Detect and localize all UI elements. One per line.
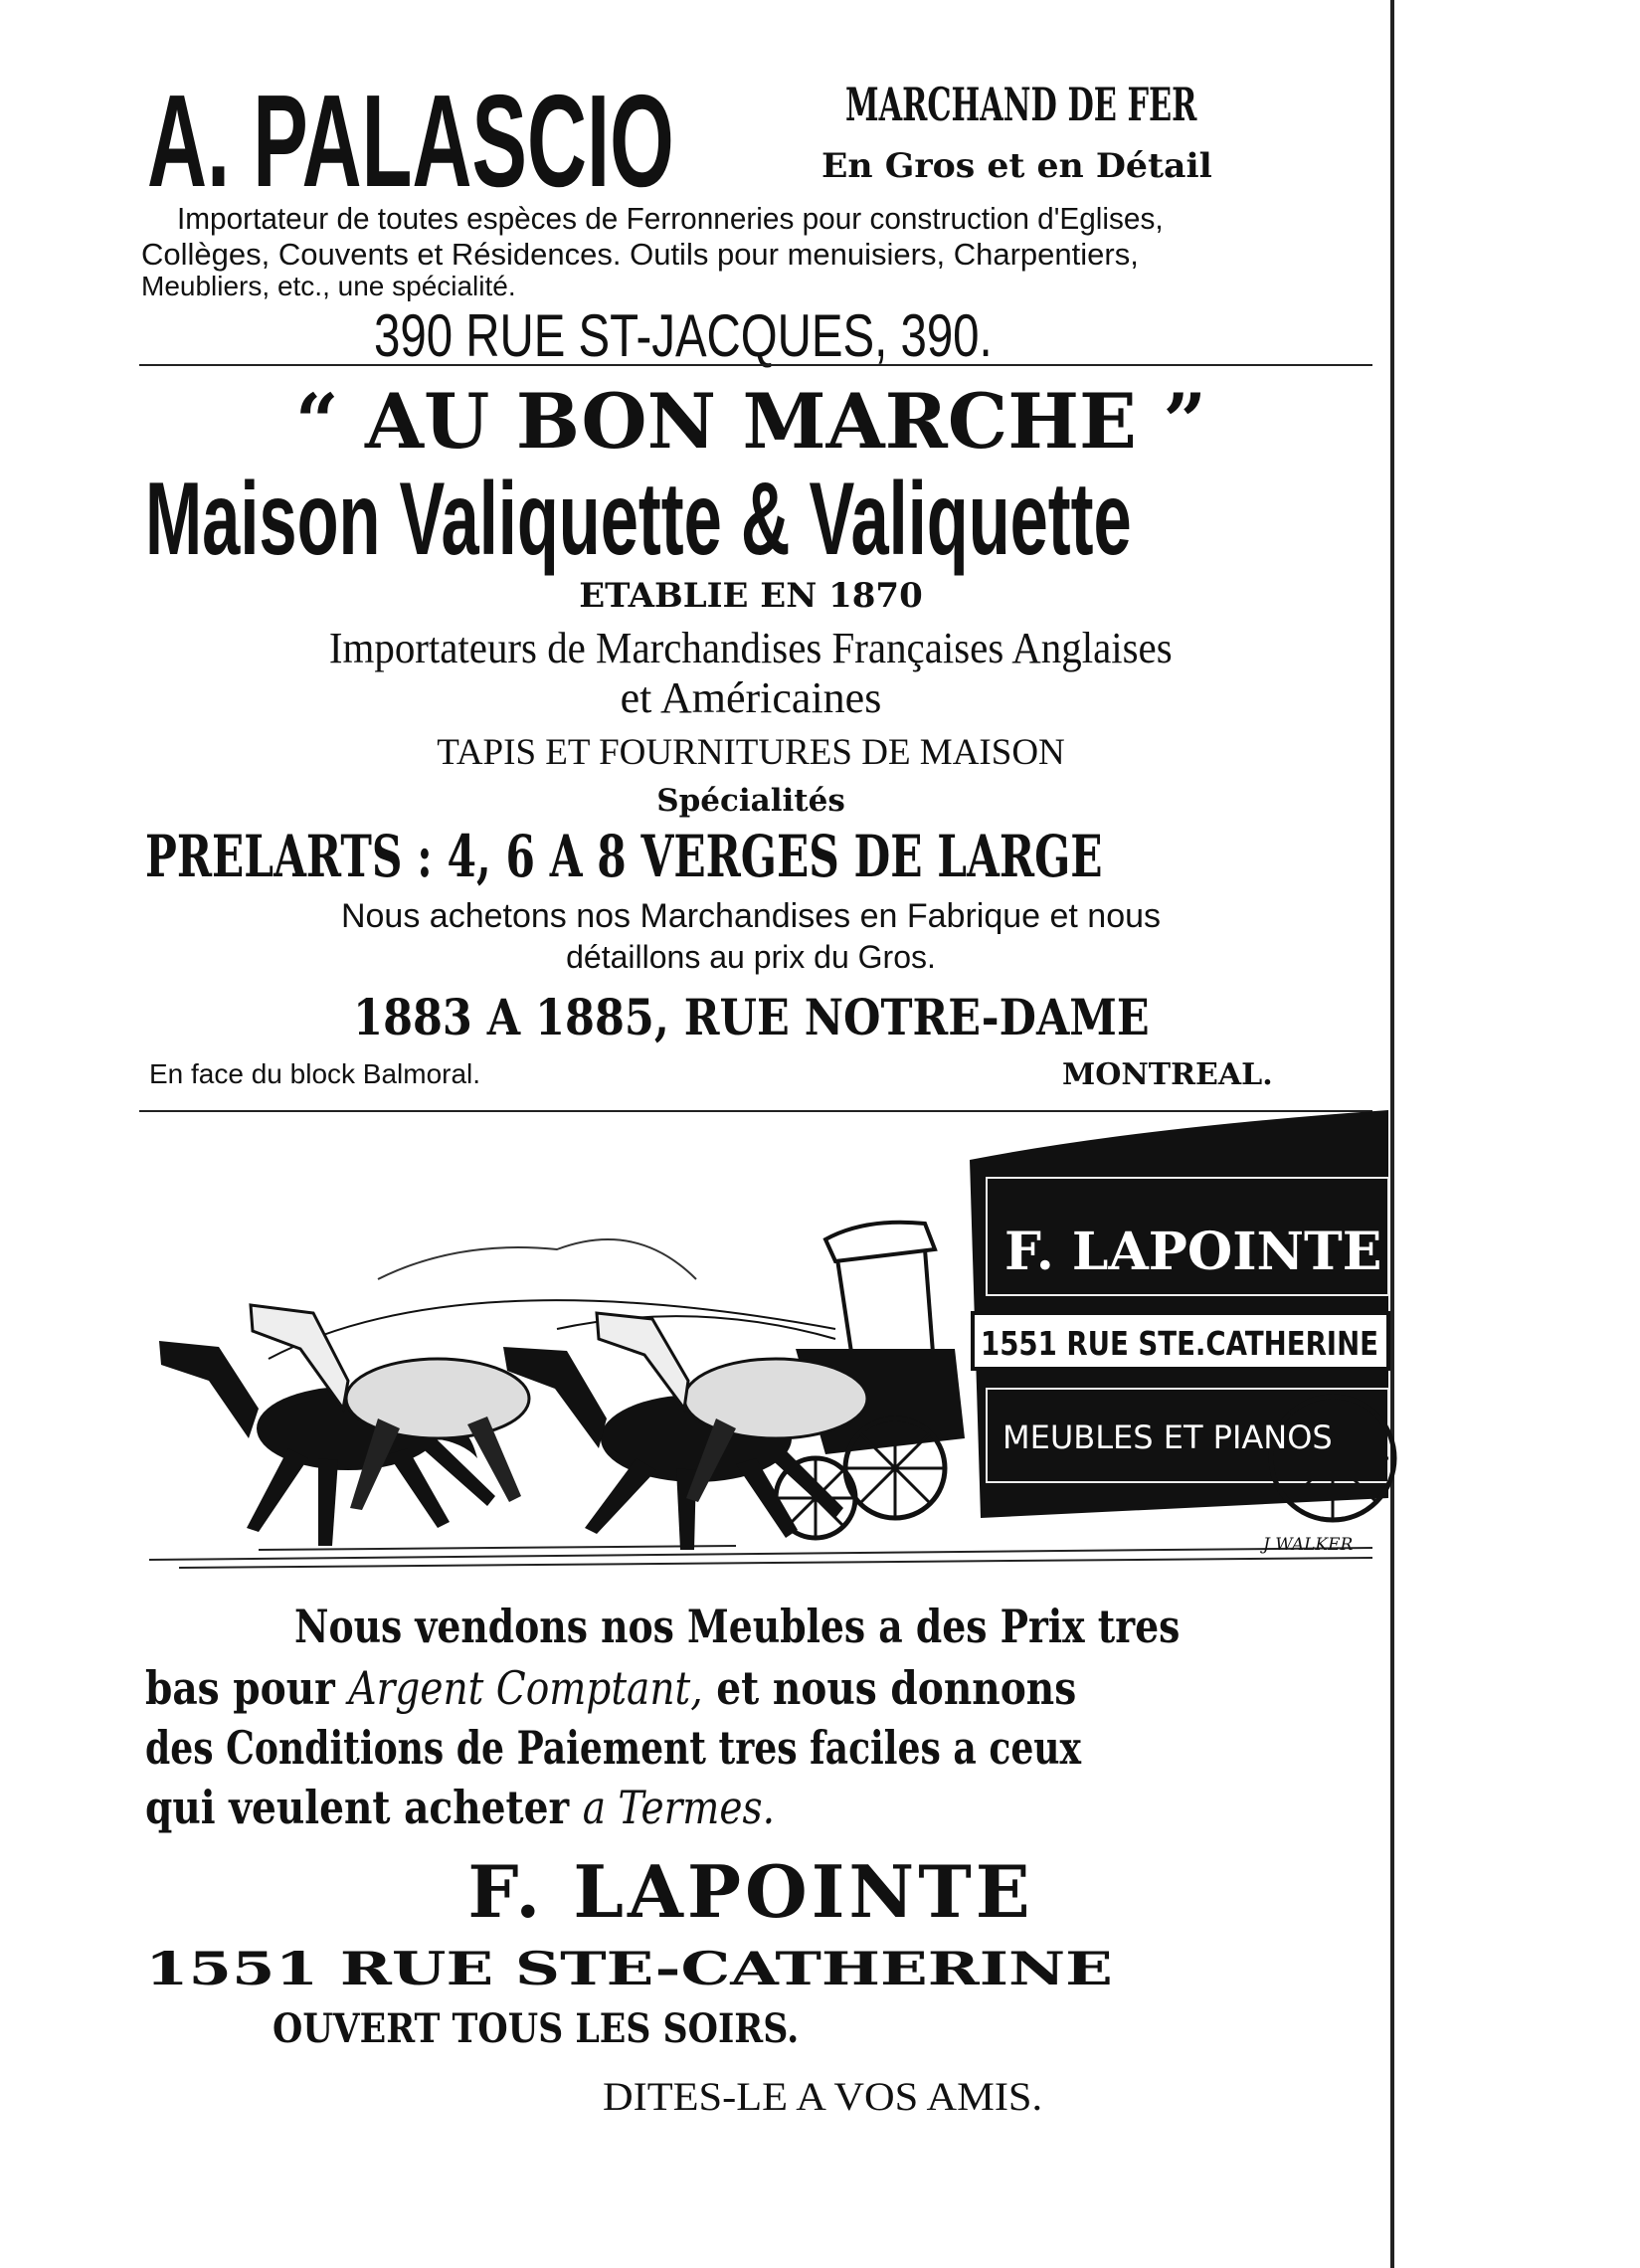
lapointe-text-line-1: Nous vendons nos Meubles a des Prix tres xyxy=(294,1600,1181,1653)
ground-lines xyxy=(149,1546,1372,1568)
bon-marche-buy-1: Nous achetons nos Marchandises en Fabrique et nous xyxy=(340,897,1162,935)
bon-marche-importers-1: Importateurs de Marchandises Françaises Anglaises xyxy=(329,624,1173,672)
palascio-description-3: Meubliers, etc., une spécialité. xyxy=(141,271,516,301)
illustrator-signature: J WALKER xyxy=(1263,1535,1354,1555)
lapointe-text-line-3: des Conditions de Paiement tres faciles a ceux xyxy=(145,1721,1082,1775)
lapointe-text-nous-donnons: et nous donnons xyxy=(702,1661,1077,1715)
palascio-address: 390 RUE ST-JACQUES, 390. xyxy=(374,302,993,369)
bon-marche-address: 1883 A 1885, RUE NOTRE-DAME xyxy=(352,988,1150,1046)
bon-marche-buy-2: détaillons au prix du Gros. xyxy=(566,939,936,975)
lapointe-address: 1551 RUE STE-CATHERINE xyxy=(145,1942,1113,1995)
lapointe-text-qui-veulent: qui veulent acheter xyxy=(145,1781,583,1834)
bon-marche-opposite: En face du block Balmoral. xyxy=(149,1058,481,1089)
bon-marche-importers-2: et Américaines xyxy=(620,673,882,722)
wagon-address: 1551 RUE STE.CATHERINE xyxy=(981,1324,1378,1363)
lapointe-name: F. LAPOINTE xyxy=(467,1849,1034,1934)
lapointe-open: OUVERT TOUS LES SOIRS. xyxy=(273,2005,800,2052)
palascio-trade: MARCHAND DE FER xyxy=(845,78,1197,131)
horse-wagon-illustration xyxy=(139,1100,1388,1588)
bon-marche-house: Maison Valiquette & Valiquette xyxy=(145,462,1132,577)
divider-1 xyxy=(139,364,1372,366)
lapointe-tell-friends: DITES-LE A VOS AMIS. xyxy=(603,2074,1043,2119)
wagon-goods: MEUBLES ET PIANOS xyxy=(1002,1418,1333,1456)
page-edge-border xyxy=(1390,0,1394,2268)
palascio-wholesale: En Gros et en Détail xyxy=(821,146,1212,186)
palascio-description-1: Importateur de toutes espèces de Ferronneries pour construction d'Eglises, xyxy=(177,201,1164,236)
lapointe-text-bas-pour: bas pour xyxy=(145,1661,349,1715)
lapointe-text-line-4 xyxy=(145,1781,886,1834)
horse-team xyxy=(159,1305,867,1550)
palascio-name: A. PALASCIO xyxy=(147,68,674,214)
bon-marche-specialties: Spécialités xyxy=(656,783,845,819)
bon-marche-prelarts: PRELARTS : 4, 6 A 8 VERGES DE LARGE xyxy=(145,823,1103,890)
bon-marche-slogan: “ AU BON MARCHE ” xyxy=(294,377,1207,466)
bon-marche-carpets: TAPIS ET FOURNITURES DE MAISON xyxy=(437,732,1065,773)
lapointe-text-a-termes: a Termes. xyxy=(582,1781,776,1834)
lapointe-text-line-2 xyxy=(145,1661,1240,1715)
bon-marche-city: MONTREAL. xyxy=(1062,1057,1273,1092)
palascio-description-2: Collèges, Couvents et Résidences. Outils pour menuisiers, Charpentiers, xyxy=(141,237,1139,272)
lapointe-text-argent-comptant: Argent Comptant, xyxy=(348,1661,703,1715)
wagon-name: F. LAPOINTE xyxy=(1004,1222,1382,1282)
bon-marche-established: ETABLIE EN 1870 xyxy=(579,576,923,616)
